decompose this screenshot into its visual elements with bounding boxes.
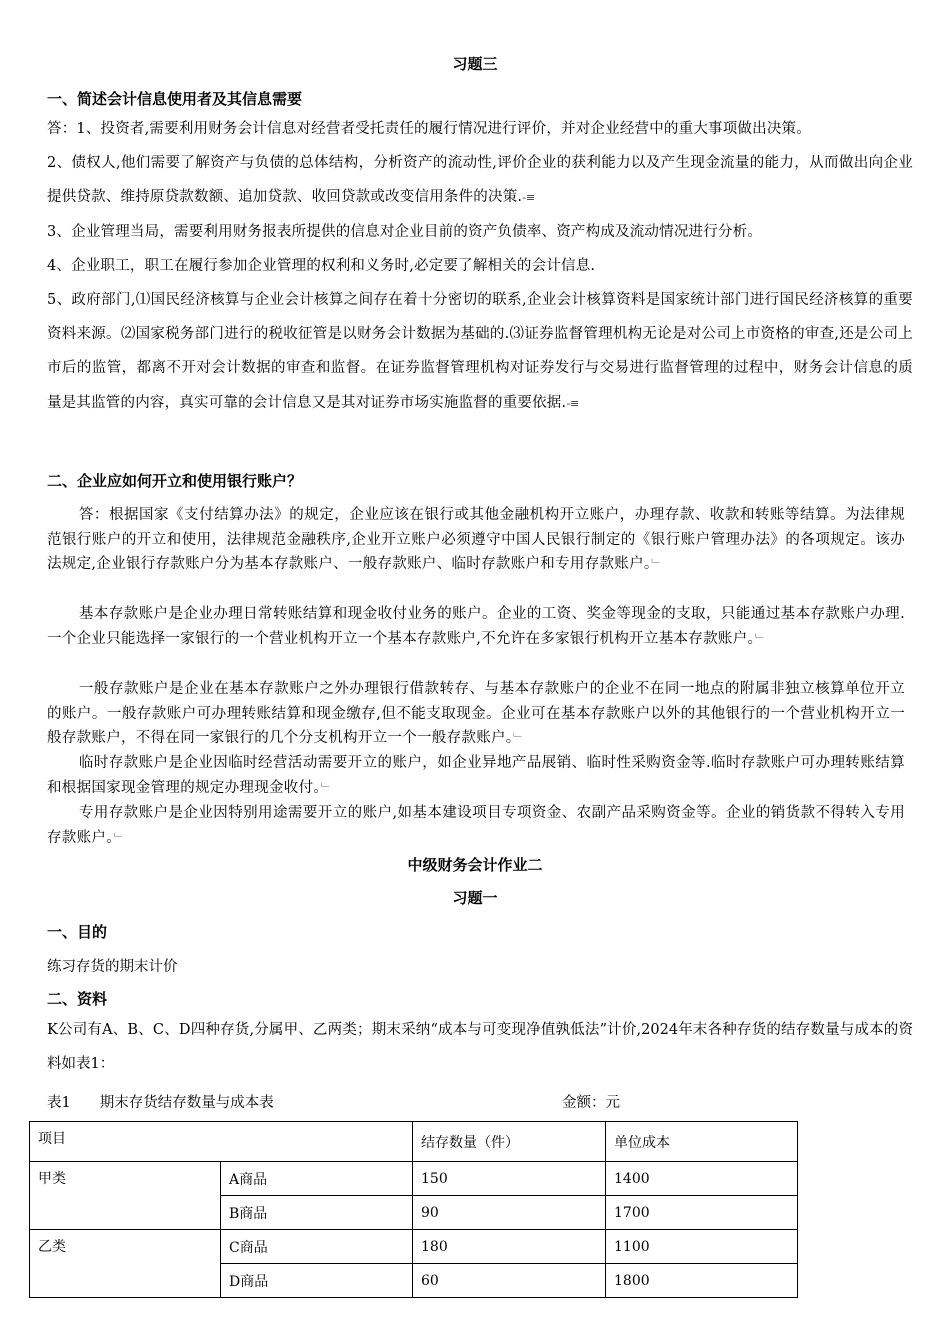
cost-cell: 1100 [606, 1230, 798, 1264]
quantity-cell: 60 [413, 1264, 606, 1298]
quantity-cell: 90 [413, 1196, 606, 1230]
table-row [30, 1162, 798, 1196]
paragraph-mark: ﹂ [755, 632, 767, 646]
cost-cell: 1800 [606, 1264, 798, 1298]
cost-cell: 1400 [606, 1162, 798, 1196]
answer-management: 3、企业管理当局，需要利用财务报表所提供的信息对企业目前的资产负债率、资产构成及流动情况进行分析。 [47, 224, 763, 240]
table-row [30, 1230, 798, 1264]
quantity-cell: 150 [413, 1162, 606, 1196]
answer-general-account: 一般存款账户是企业在基本存款账户之外办理银行借款转存、与基本存款账户的企业不在同一地点的附属非独立核算单位开立的账户。一般存款账户可办理转账结算和现金缴存,但不能支取现金。企业可在基本存款账户以外的其他银行的一个营业机构开立一般存款账户，不得在同一家银行的几个分支机构开立一个一般存款账户。﹂ [47, 681, 905, 746]
answer-special-account: 专用存款账户是企业因特别用途需要开立的账户,如基本建设项目专项资金、农副产品采购资金等。企业的销货款不得转入专用存款账户。﹂ [47, 805, 905, 846]
quantity-cell: 180 [413, 1230, 606, 1264]
header-unit-cost: 单位成本 [606, 1122, 798, 1162]
paragraph-mark: ﹂ [320, 781, 332, 795]
header-item: 项目 [30, 1122, 413, 1162]
item-cell: C商品 [221, 1230, 413, 1264]
assignment-title: 中级财务会计作业二 [407, 856, 543, 874]
paragraph-mark: ﹂ [113, 831, 125, 845]
section-heading-users: 一、简述会计信息使用者及其信息需要 [47, 90, 303, 108]
answer-government: 5、政府部门,⑴国民经济核算与企业会计核算之间存在着十分密切的联系,企业会计核算资料是国家统计部门进行国民经济核算的重要资料来源。⑵国家税务部门进行的税收征管是以财务会计数据为基础的.⑶证券监督管理机构无论是对公司上市资格的审查,还是公司上市后的监管，都离不开对会计数据的审查和监督。在证券监督管理机构对证券发行与交易进行监督管理的过程中，财务会计信息的质量是其监管的内容，真实可靠的会计信息又是其对证券市场实施监督的重要依据.-≡ [47, 292, 913, 411]
answer-employees: 4、企业职工，职工在履行参加企业管理的权利和义务时,必定要了解相关的会计信息. [47, 258, 596, 274]
category-cell: 乙类 [30, 1230, 221, 1298]
answer-temporary-account: 临时存款账户是企业因临时经营活动需要开立的账户，如企业异地产品展销、临时性采购资金等.临时存款账户可办理转账结算和根据国家现金管理的规定办理现金收付。﹂ [47, 755, 905, 796]
answer-creditors: 2、债权人,他们需要了解资产与负债的总体结构，分析资产的流动性,评价企业的获利能力以及产生现金流量的能力，从而做出向企业提供贷款、维持原贷款数额、追加贷款、收回贷款或改变信用条件的决策.-≡ [47, 155, 913, 206]
answer-bank-intro: 答：根据国家《支付结算办法》的规定，企业应该在银行或其他金融机构开立账户，办理存款、收款和转账等结算。为法律规范银行账户的开立和使用，法律规范金融秩序,企业开立账户必须遵守中国人民银行制定的《银行账户管理办法》的各项规定。该办法规定,企业银行存款账户分为基本存款账户、一般存款账户、临时存款账户和专用存款账户。﹂ [47, 507, 905, 572]
table-caption: 表1 期末存货结存数量与成本表 [47, 1095, 274, 1111]
answer-investors: 答：1、投资者,需要利用财务会计信息对经营者受托责任的履行情况进行评价，并对企业经营中的重大事项做出决策。 [47, 121, 811, 137]
exercise-title: 习题一 [452, 889, 498, 907]
item-cell: A商品 [221, 1162, 413, 1196]
inventory-table [29, 1121, 798, 1298]
table-header-row [30, 1122, 798, 1162]
purpose-heading: 一、目的 [47, 923, 108, 941]
cost-cell: 1700 [606, 1196, 798, 1230]
paragraph-mark: -≡ [566, 396, 580, 410]
paragraph-mark: ﹂ [651, 558, 663, 571]
material-text: K公司有A、B、C、D四种存货,分属甲、乙两类；期末采纳“成本与可变现净值孰低法”计价,2024年末各种存货的结存数量与成本的资料如表1： [47, 1022, 913, 1073]
table-unit: 金额：元 [562, 1095, 620, 1111]
material-heading: 二、资料 [47, 990, 108, 1008]
paragraph-mark: -≡ [522, 191, 536, 205]
header-quantity: 结存数量（件） [413, 1122, 606, 1162]
answer-basic-account: 基本存款账户是企业办理日常转账结算和现金收付业务的账户。企业的工资、奖金等现金的支取，只能通过基本存款账户办理.一个企业只能选择一家银行的一个营业机构开立一个基本存款账户,不允许在多家银行机构开立基本存款账户。﹂ [47, 606, 905, 647]
section-heading-bank-accounts: 二、企业应如何开立和使用银行账户？ [47, 472, 303, 490]
page-title: 习题三 [452, 55, 498, 73]
category-cell: 甲类 [30, 1162, 221, 1230]
item-cell: B商品 [221, 1196, 413, 1230]
item-cell: D商品 [221, 1264, 413, 1298]
paragraph-mark: ﹂ [513, 732, 525, 745]
purpose-text: 练习存货的期末计价 [47, 959, 178, 975]
